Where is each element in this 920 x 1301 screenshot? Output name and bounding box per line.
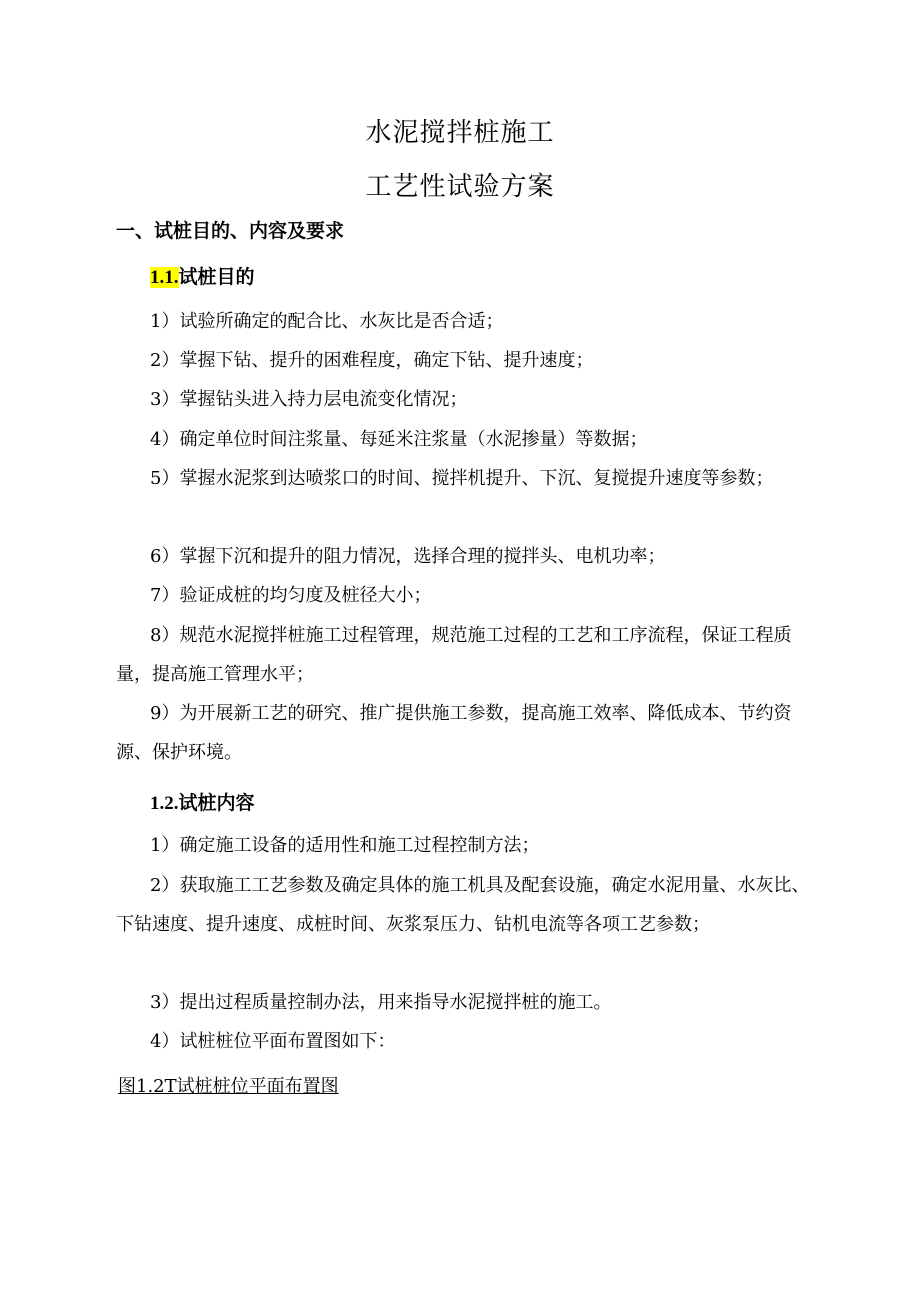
list-item: 7）验证成桩的均匀度及桩径大小；: [150, 585, 432, 606]
list-item: 2）掌握下钻、提升的困难程度，确定下钻、提升速度；: [150, 350, 594, 371]
list-item: 8）规范水泥搅拌桩施工过程管理，规范施工过程的工艺和工序流程，保证工程质量，提高施工管理水平；: [116, 625, 792, 685]
list-item: 6）掌握下沉和提升的阻力情况，选择合理的搅拌头、电机功率；: [150, 546, 666, 567]
section-heading: 一、试桩目的、内容及要求: [116, 220, 345, 242]
list-item: 3）掌握钻头进入持力层电流变化情况；: [150, 389, 468, 410]
list-item: 5）掌握水泥浆到达喷浆口的时间、搅拌机提升、下沉、复搅提升速度等参数；: [150, 468, 774, 489]
subsection-number: 1.2.: [150, 793, 179, 814]
subsection-label: 试桩内容: [178, 792, 255, 814]
subsection-number-highlighted: 1.1.: [150, 267, 179, 288]
list-item: 9）为开展新工艺的研究、推广提供施工参数，提高施工效率、降低成本、节约资源、保护环境。: [116, 703, 792, 763]
list-item: 4）试桩桩位平面布置图如下：: [150, 1031, 396, 1052]
subsection-label: 试桩目的: [178, 266, 255, 288]
list-item: 1）试验所确定的配合比、水灰比是否合适；: [150, 311, 504, 332]
figure-caption: 图1.2T试桩桩位平面布置图: [118, 1076, 339, 1097]
subsection-heading-1-1: [150, 262, 255, 289]
document-title-line2: 工艺性试验方案: [365, 172, 555, 202]
list-item: 3）提出过程质量控制办法，用来指导水泥搅拌桩的施工。: [150, 992, 612, 1013]
list-item: 4）确定单位时间注浆量、每延米注浆量（水泥掺量）等数据；: [150, 429, 648, 450]
document-title-line1: 水泥搅拌桩施工: [365, 118, 555, 148]
list-item: 1）确定施工设备的适用性和施工过程控制方法；: [150, 835, 540, 856]
subsection-heading-1-2: [150, 788, 255, 815]
list-item: 2）获取施工工艺参数及确定具体的施工机具及配套设施，确定水泥用量、水灰比、下钻速度、提升速度、成桩时间、灰浆泵压力、钻机电流等各项工艺参数；: [116, 875, 810, 935]
